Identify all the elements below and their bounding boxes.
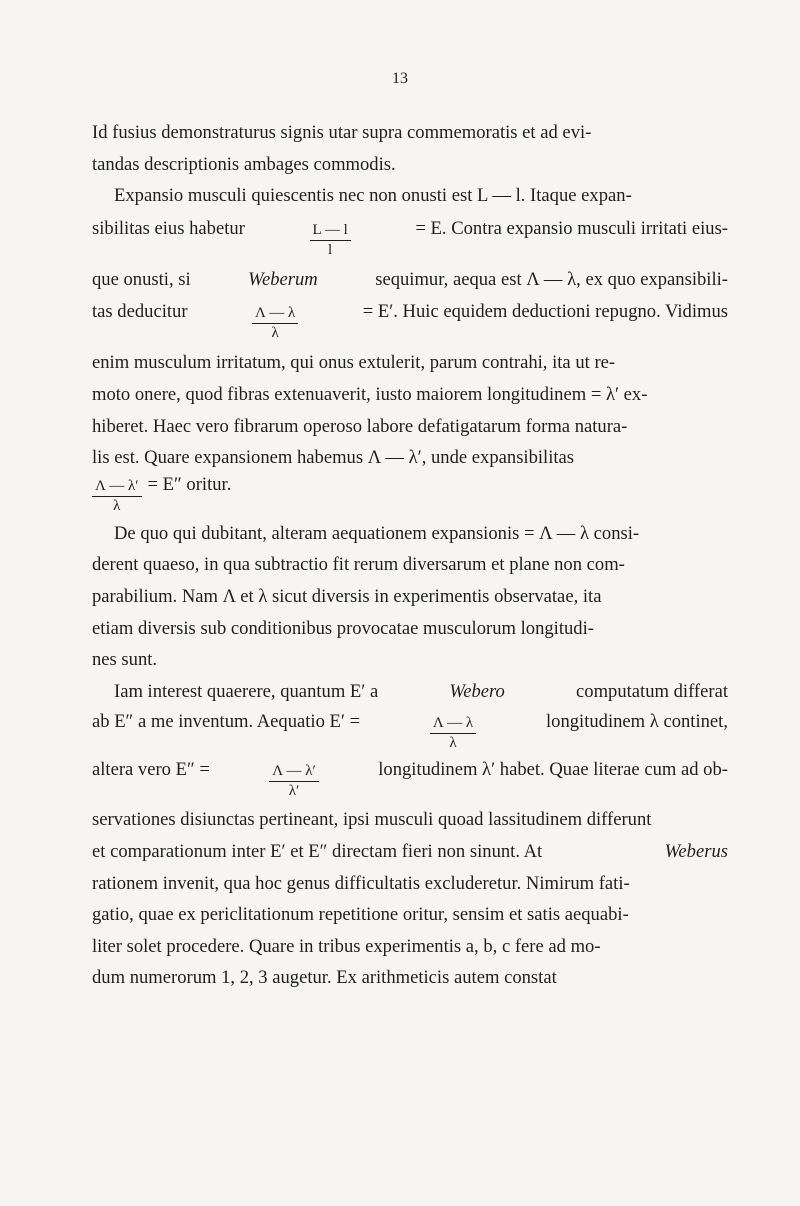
text-line	[92, 556, 728, 575]
text-line	[92, 651, 728, 670]
text-line	[92, 969, 728, 988]
line-text: longitudinem λ′ habet. Quae literae cum ad ob-	[378, 759, 728, 781]
line-text: Expansio musculi quiescentis nec non onusti est L — l. Itaque expan-	[114, 185, 632, 207]
line-text: Id fusius demonstraturus signis utar supra commemoratis et ad evi-	[92, 122, 592, 143]
line-text: De quo qui dubitant, alteram aequationem expansionis = Λ — λ consi-	[114, 522, 640, 544]
line-text: sequimur, aequa est Λ — λ, ex quo expansibili-	[375, 268, 728, 290]
line-text: parabilium. Nam Λ et λ sicut diversis in experimentis observatae, ita	[92, 585, 602, 607]
fraction	[252, 306, 298, 341]
line-text: que onusti, si	[92, 268, 191, 290]
line-text: altera vero E″ =	[92, 759, 210, 781]
text-line	[92, 187, 728, 206]
fraction	[430, 716, 476, 751]
line-text: lis est. Quare expansionem habemus Λ — λ′, unde expansibilitas	[92, 447, 575, 469]
line-text: liter solet procedere. Quare in tribus experimentis a, b, c fere ad mo-	[92, 935, 601, 957]
line-text: nes sunt.	[92, 649, 158, 671]
line-text: = E. Contra expansio musculi irritati eius-	[415, 217, 728, 239]
line-text: servationes disiunctas pertineant, ipsi musculi quoad lassitudinem differunt	[92, 809, 652, 831]
italic-name: Weberum	[248, 268, 318, 290]
line-text: etiam diversis sub conditionibus provocatae musculorum longitudi-	[92, 617, 594, 639]
line-text: = E′. Huic equidem deductioni repugno. Vidimus	[362, 301, 728, 323]
text-line	[92, 153, 728, 175]
fraction-denominator: λ	[271, 325, 279, 342]
line-text: tandas descriptionis ambages commodis.	[92, 153, 396, 175]
line-text: moto onere, quod fibras extenuaverit, iusto maiorem longitudinem = λ′ ex-	[92, 383, 648, 405]
fraction-denominator: λ′	[288, 783, 300, 800]
fraction-denominator: l	[328, 241, 333, 258]
fraction-numerator: Λ — λ′	[95, 477, 139, 494]
text-line	[92, 124, 728, 143]
text-line	[92, 449, 728, 468]
italic-name: Webero	[449, 680, 505, 702]
text-line	[92, 906, 728, 925]
fraction	[269, 764, 319, 799]
text-line-with-fraction	[92, 303, 728, 341]
fraction-denominator: λ	[113, 497, 121, 514]
text-line	[92, 680, 728, 702]
body-text	[92, 124, 728, 988]
line-text: gatio, quae ex periclitationum repetitione oritur, sensim et satis aequabi-	[92, 904, 629, 926]
fraction-numerator: L — l	[312, 221, 348, 238]
italic-name: Weberus	[664, 840, 728, 862]
line-text: hiberet. Haec vero fibrarum operoso labore defatigatarum forma natura-	[92, 415, 628, 437]
text-line	[92, 935, 728, 957]
line-text: enim musculum irritatum, qui onus extulerit, parum contrahi, ita ut re-	[92, 352, 616, 374]
text-line-with-fraction	[92, 217, 728, 258]
text-line	[92, 872, 728, 894]
fraction	[310, 223, 351, 258]
line-text: rationem invenit, qua hoc genus difficultatis excluderetur. Nimirum fati-	[92, 872, 630, 894]
fraction-denominator: λ	[449, 735, 457, 752]
text-line	[92, 617, 728, 639]
text-line	[92, 415, 728, 437]
fraction-numerator: Λ — λ	[432, 715, 474, 732]
text-line	[92, 383, 728, 405]
line-text: computatum differat	[576, 680, 728, 702]
fraction	[92, 479, 142, 514]
text-line-with-fraction	[92, 761, 728, 799]
fraction-numerator: Λ — λ′	[272, 763, 316, 780]
line-text: sibilitas eius habetur	[92, 217, 245, 239]
text-line	[92, 522, 728, 544]
line-text: ab E″ a me inventum. Aequatio E′ =	[92, 711, 361, 733]
line-text: Iam interest quaerere, quantum E′ a	[114, 680, 379, 702]
line-text: dum numerorum 1, 2, 3 augetur. Ex arithmeticis autem constat	[92, 967, 557, 989]
page-number: 13	[392, 70, 408, 87]
line-text: longitudinem λ continet,	[545, 711, 728, 733]
fraction-numerator: Λ — λ	[254, 305, 296, 322]
text-line	[92, 268, 728, 290]
line-text: = E″ oritur.	[147, 473, 232, 495]
text-line-with-fraction	[92, 713, 728, 751]
line-text: tas deducitur	[92, 301, 188, 323]
text-line	[92, 585, 728, 607]
text-line-with-fraction	[92, 473, 728, 514]
line-text: derent quaeso, in qua subtractio fit rerum diversarum et plane non com-	[92, 554, 625, 576]
line-text: et comparationum inter E′ et E″ directam fieri non sinunt. At	[92, 840, 543, 862]
text-line	[92, 840, 728, 862]
text-line	[92, 354, 728, 373]
text-line	[92, 811, 728, 830]
